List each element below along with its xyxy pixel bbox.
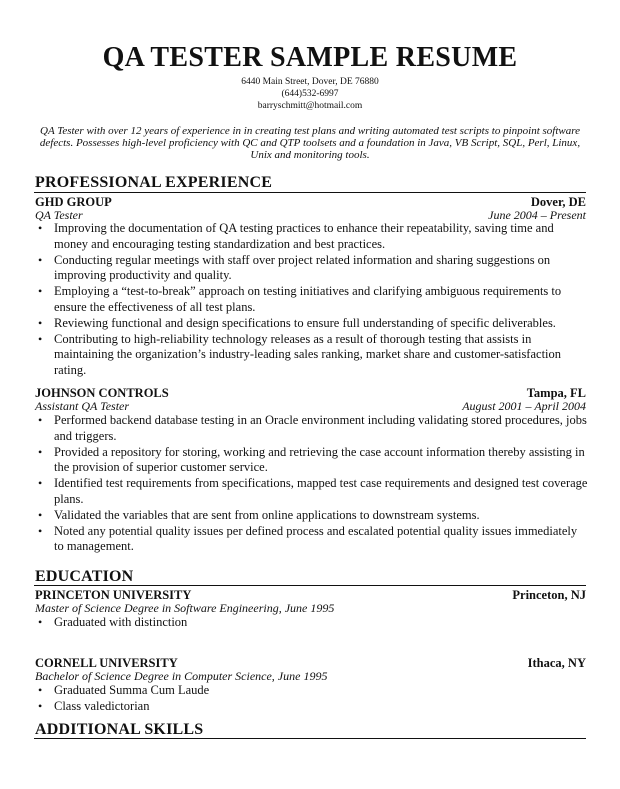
list-item — [35, 221, 588, 253]
bullet-icon: • — [38, 683, 43, 697]
job-duties-list — [35, 221, 588, 379]
job-dates: August 2001 – April 2004 — [462, 399, 586, 413]
list-item-text: Conducting regular meetings with staff over project related information and sharing suggestions on improving productivity and quality. — [54, 252, 551, 283]
bullet-icon: • — [38, 413, 43, 427]
bullet-icon: • — [38, 252, 43, 267]
bullet-icon: • — [38, 284, 43, 299]
bullet-icon: • — [38, 507, 43, 522]
employer-location: Tampa, FL — [526, 386, 586, 400]
list-item — [35, 316, 588, 332]
job-duties-list — [35, 413, 588, 555]
list-item — [35, 332, 588, 379]
bullet-icon: • — [38, 698, 43, 713]
bullet-icon: • — [38, 523, 43, 538]
section-heading-experience: PROFESSIONAL EXPERIENCE — [35, 174, 273, 191]
bullet-icon: • — [38, 444, 43, 459]
list-item-text: Graduated with distinction — [54, 615, 188, 629]
school-name: PRINCETON UNIVERSITY — [35, 588, 192, 602]
section-divider — [34, 738, 586, 739]
job-title: Assistant QA Tester — [35, 399, 130, 413]
list-item-text: Employing a “test-to-break” approach on testing initiatives and clarifying ambiguous requirements to ensure the effectiveness of all test plans. — [54, 284, 562, 314]
bullet-icon: • — [38, 315, 43, 330]
list-item-text: Contributing to high-reliability technology releases as a result of thorough testing that assists in maintaining the organization’s industry-leading sales ranking, market share and customer-satisfaction rating. — [54, 331, 562, 378]
list-item-text: Reviewing functional and design specifications to ensure full understanding of specific deliverables. — [54, 315, 556, 330]
bullet-icon: • — [38, 221, 43, 235]
list-item-text: Class valedictorian — [54, 698, 150, 713]
school-name: CORNELL UNIVERSITY — [35, 656, 178, 670]
section-divider — [34, 585, 586, 586]
degree: Master of Science Degree in Software Engineering, June 1995 — [35, 601, 335, 615]
education-honors-list — [35, 683, 588, 715]
list-item — [35, 524, 588, 556]
section-divider — [34, 192, 586, 193]
list-item-text: Validated the variables that are sent from online applications to downstream systems. — [54, 507, 480, 522]
list-item — [35, 284, 588, 316]
resume-title: QA TESTER SAMPLE RESUME — [102, 42, 518, 73]
list-item — [35, 615, 588, 631]
employer-location: Dover, DE — [530, 195, 586, 209]
list-item-text: Identified test requirements from specifications, mapped test case requirements and designed test coverage plans. — [54, 476, 588, 506]
employer-name: JOHNSON CONTROLS — [35, 386, 169, 400]
list-item-text: Noted any potential quality issues per defined process and escalated potential quality issues immediately to management. — [54, 523, 578, 554]
section-heading-education: EDUCATION — [35, 568, 134, 585]
list-item-text: Improving the documentation of QA testing practices to enhance their repeatability, saving time and money and encouraging testing standardization and best practices. — [54, 221, 554, 251]
education-honors-list — [35, 615, 588, 631]
list-item — [35, 445, 588, 477]
bullet-icon: • — [38, 615, 43, 629]
contact-phone: (644)532-6997 — [281, 89, 339, 99]
bullet-icon: • — [38, 331, 43, 346]
list-item — [35, 253, 588, 285]
list-item-text: Provided a repository for storing, working and retrieving the case account information thereby assisting in the provision of superior customer service. — [54, 444, 585, 475]
professional-summary: QA Tester with over 12 years of experience in in creating test plans and writing automated test scripts to pinpoint software defects. Possesses high-level proficiency with QC and QTP toolsets and a foundation in Java, VB Script, SQL, Perl, Linux, Unix and monitoring tools. — [39, 125, 581, 161]
list-item-text: Graduated Summa Cum Laude — [54, 683, 210, 697]
list-item — [35, 508, 588, 524]
list-item — [35, 683, 588, 699]
degree: Bachelor of Science Degree in Computer Science, June 1995 — [35, 669, 328, 683]
list-item — [35, 699, 588, 715]
employer-name: GHD GROUP — [35, 195, 112, 209]
contact-address: 6440 Main Street, Dover, DE 76880 — [241, 77, 379, 87]
school-location: Princeton, NJ — [512, 588, 586, 602]
job-title: QA Tester — [35, 208, 83, 222]
list-item — [35, 413, 588, 445]
contact-email: barryschmitt@hotmail.com — [257, 101, 363, 111]
bullet-icon: • — [38, 476, 43, 491]
job-dates: June 2004 – Present — [488, 208, 586, 222]
school-location: Ithaca, NY — [527, 656, 586, 670]
list-item — [35, 476, 588, 508]
section-heading-skills: ADDITIONAL SKILLS — [35, 721, 204, 738]
list-item-text: Performed backend database testing in an Oracle environment including validating stored procedures, jobs and triggers. — [54, 413, 587, 443]
